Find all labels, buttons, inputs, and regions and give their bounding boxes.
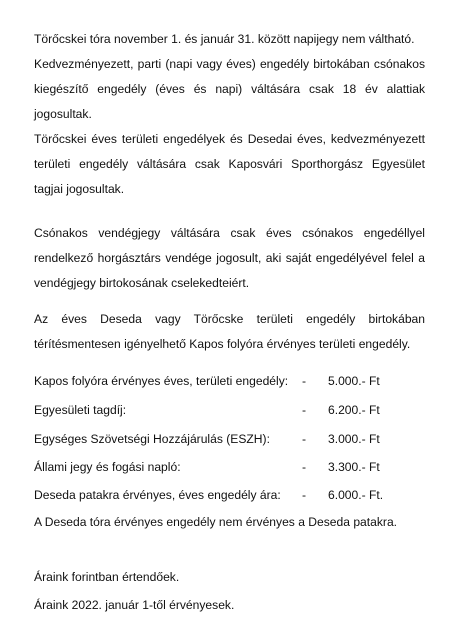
fee-label: Deseda patakra érvényes, éves engedély ára:	[34, 488, 281, 502]
fee-amount: 5.000.- Ft	[328, 374, 380, 388]
paragraph-winter-rule	[34, 27, 425, 52]
paragraph-boat-supplement	[34, 52, 425, 127]
paragraph-line: tagjai jogosultak.	[34, 182, 125, 196]
paragraph-kapos-licence	[34, 307, 425, 357]
fee-label: Kapos folyóra érvényes éves, területi engedély:	[34, 374, 289, 388]
fee-row	[34, 398, 425, 423]
paragraph-line: vendégjegy birtokosának cselekedteiért.	[34, 276, 250, 290]
fee-label: Állami jegy és fogási napló:	[34, 460, 181, 474]
paragraph-line: kiegészítő engedély (éves és napi) váltására csak 18 év alattiak	[34, 82, 425, 96]
paragraph-line: rendelkező horgásztárs vendége jogosult, aki saját engedélyével felel a	[34, 251, 425, 265]
paragraph-line: Kedvezményezett, parti (napi vagy éves) engedély birtokában csónakos	[34, 57, 425, 71]
fee-dash: -	[302, 374, 307, 388]
fee-dash: -	[302, 432, 307, 446]
paragraph-text: A Deseda tóra érvényes engedély nem érvényes a Deseda patakra.	[34, 515, 398, 529]
fee-dash: -	[302, 460, 307, 474]
fee-amount: 6.000.- Ft.	[328, 488, 384, 502]
paragraph-line: térítésmentesen igényelhető Kapos folyóra érvényes területi engedély.	[34, 337, 411, 351]
fee-row	[34, 483, 425, 508]
fee-amount: 3.300.- Ft	[328, 460, 380, 474]
paragraph-currency-note	[34, 565, 425, 590]
paragraph-text: Áraink 2022. január 1-től érvényesek.	[34, 598, 235, 612]
paragraph-line: Csónakos vendégjegy váltására csak éves csónakos engedéllyel	[34, 226, 425, 240]
paragraph-guest-ticket	[34, 221, 425, 296]
fee-row	[34, 455, 425, 480]
paragraph-validity-note	[34, 593, 425, 618]
fee-amount: 6.200.- Ft	[328, 403, 380, 417]
paragraph-text: Törőcskei tóra november 1. és január 31. között napijegy nem váltható.	[34, 32, 415, 46]
fee-label: Egyesületi tagdíj:	[34, 403, 127, 417]
fee-row	[34, 427, 425, 452]
paragraph-territorial-licences	[34, 127, 425, 202]
paragraph-deseda-note	[34, 510, 425, 535]
paragraph-text: Áraink forintban értendőek.	[34, 570, 180, 584]
paragraph-line: Törőcskei éves területi engedélyek és Desedai éves, kedvezményezett	[34, 132, 425, 146]
fee-label: Egységes Szövetségi Hozzájárulás (ESZH):	[34, 432, 270, 446]
paragraph-line: Az éves Deseda vagy Törőcske területi engedély birtokában	[34, 312, 425, 326]
paragraph-line: területi engedély váltására csak Kaposvári Sporthorgász Egyesület	[34, 157, 425, 171]
fee-dash: -	[302, 488, 307, 502]
fee-amount: 3.000.- Ft	[328, 432, 380, 446]
paragraph-line: jogosultak.	[34, 107, 92, 121]
fee-dash: -	[302, 403, 307, 417]
fee-row	[34, 369, 425, 394]
